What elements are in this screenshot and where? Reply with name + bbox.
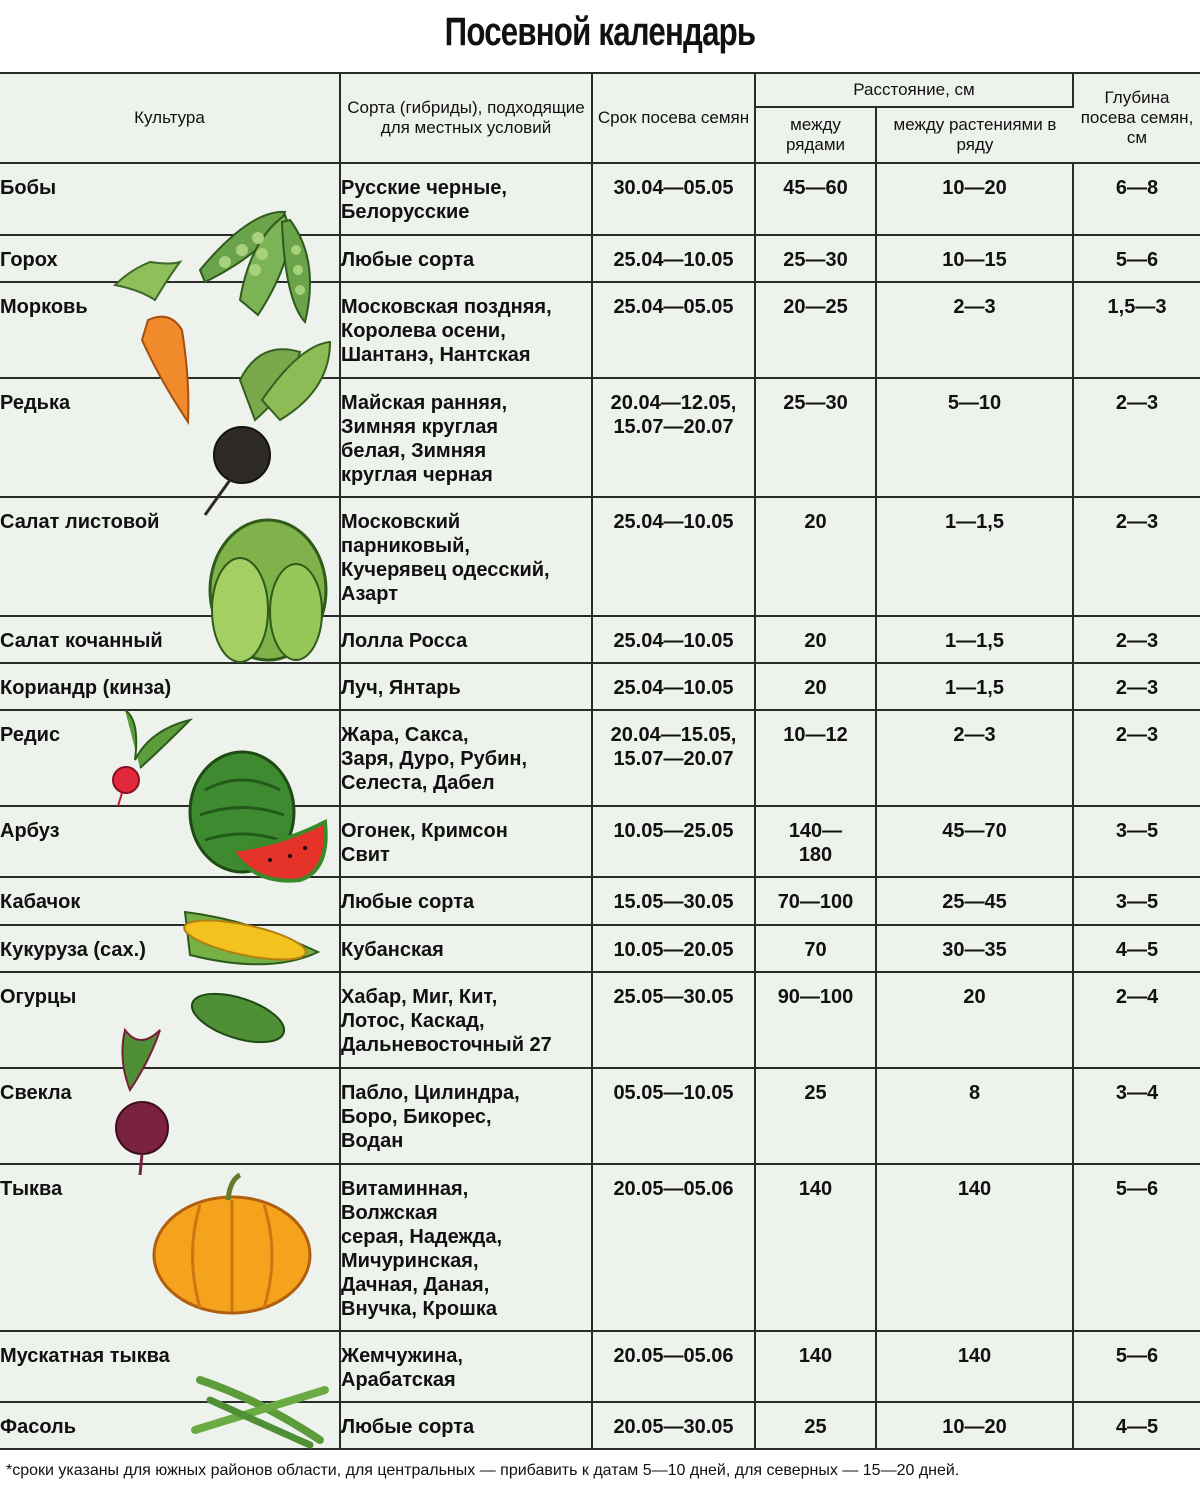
sowing-date-cell-text: 20.05—05.06 (613, 1177, 734, 1200)
sowing-date-cell (592, 1331, 755, 1402)
sowing-date-cell-text: 20.04—15.05, 15.07—20.07 (610, 724, 737, 771)
between-rows-cell-text: 70 (804, 938, 827, 961)
table-row (0, 163, 1200, 235)
between-rows-cell-text: 90—100 (777, 985, 854, 1008)
crop-name: Тыква (0, 1177, 63, 1200)
depth-cell (1073, 1331, 1200, 1402)
varieties-cell (340, 235, 592, 282)
depth-cell-text: 6—8 (1115, 177, 1159, 199)
between-rows-cell (755, 925, 876, 972)
sowing-date-cell-text: 10.05—25.05 (613, 820, 734, 843)
header-depth: Глубина посева семян, см (1073, 73, 1200, 163)
table-row (0, 972, 1200, 1068)
between-rows-cell (755, 1331, 876, 1402)
between-plants-cell-text: 1—1,5 (945, 677, 1004, 700)
depth-cell (1073, 972, 1200, 1068)
header-between-rows: между рядами (755, 107, 876, 163)
varieties-cell-text: Любые сорта (341, 891, 475, 914)
footnote: *сроки указаны для южных районов области, для центральных — прибавить к датам 5—10 дней, для северных — 15—20 дней. (6, 1462, 960, 1479)
between-plants-cell-text: 20 (963, 985, 986, 1008)
between-rows-cell (755, 972, 876, 1068)
between-rows-cell (755, 1402, 876, 1449)
between-rows-cell-text: 20—25 (783, 296, 848, 319)
between-plants-cell (876, 163, 1073, 235)
table-row (0, 806, 1200, 877)
depth-cell (1073, 235, 1200, 282)
varieties-cell (340, 378, 592, 497)
sowing-date-cell (592, 925, 755, 972)
depth-cell (1073, 806, 1200, 877)
varieties-cell (340, 925, 592, 972)
culture-cell (0, 806, 340, 877)
sowing-date-cell-text: 20.05—30.05 (613, 1415, 734, 1438)
depth-cell (1073, 497, 1200, 616)
sowing-date-cell-text: 25.04—05.05 (613, 296, 734, 319)
between-rows-cell (755, 663, 876, 710)
depth-cell (1073, 163, 1200, 235)
sowing-date-cell (592, 972, 755, 1068)
culture-cell (0, 282, 340, 378)
culture-cell (0, 616, 340, 663)
varieties-cell (340, 1068, 592, 1164)
between-plants-cell-text: 25—45 (942, 891, 1007, 914)
table-row (0, 235, 1200, 282)
between-plants-cell-text: 1—1,5 (945, 511, 1004, 534)
sowing-date-cell (592, 378, 755, 497)
between-rows-cell-text: 25 (804, 1081, 827, 1104)
varieties-cell (340, 282, 592, 378)
header-between-plants: между растениями в ряду (876, 107, 1073, 163)
between-plants-cell-text: 8 (968, 1081, 981, 1104)
between-plants-cell (876, 710, 1073, 806)
between-plants-cell (876, 616, 1073, 663)
table-row (0, 1164, 1200, 1331)
varieties-cell (340, 710, 592, 806)
between-plants-cell-text: 140 (957, 1344, 992, 1367)
sowing-date-cell-text: 05.05—10.05 (613, 1081, 734, 1104)
sowing-calendar-table (0, 72, 1200, 1450)
depth-cell (1073, 378, 1200, 497)
between-plants-cell-text: 2—3 (953, 296, 996, 319)
varieties-cell (340, 1331, 592, 1402)
crop-name: Редька (0, 392, 71, 415)
depth-cell-text: 2—4 (1115, 985, 1159, 1008)
between-rows-cell (755, 163, 876, 235)
table-body (0, 163, 1200, 1449)
sowing-date-cell-text: 20.05—05.06 (613, 1344, 734, 1367)
culture-cell (0, 1164, 340, 1331)
culture-cell (0, 925, 340, 972)
between-rows-cell-text: 25 (804, 1415, 827, 1438)
sowing-date-cell-text: 25.04—10.05 (613, 630, 734, 653)
culture-cell (0, 378, 340, 497)
table-row (0, 1402, 1200, 1449)
between-rows-cell (755, 282, 876, 378)
between-rows-cell-text: 25—30 (783, 392, 848, 415)
varieties-cell-text: Лолла Росса (341, 630, 468, 653)
crop-name: Бобы (0, 177, 57, 199)
between-rows-cell (755, 497, 876, 616)
depth-cell-text: 1,5—3 (1107, 296, 1167, 319)
crop-name: Морковь (0, 296, 88, 319)
depth-cell (1073, 1068, 1200, 1164)
table-row (0, 497, 1200, 616)
varieties-cell (340, 163, 592, 235)
varieties-cell-text: Кубанская (341, 938, 444, 961)
depth-cell-text: 5—6 (1115, 249, 1159, 272)
between-plants-cell-text: 1—1,5 (945, 630, 1004, 653)
varieties-cell (340, 497, 592, 616)
depth-cell-text: 2—3 (1115, 630, 1159, 653)
between-rows-cell-text: 70—100 (777, 891, 854, 914)
between-rows-cell-text: 10—12 (783, 724, 848, 747)
varieties-cell (340, 1164, 592, 1331)
crop-name: Фасоль (0, 1415, 77, 1438)
culture-cell (0, 710, 340, 806)
crop-name: Мускатная тыква (0, 1344, 170, 1367)
depth-cell (1073, 616, 1200, 663)
between-plants-cell (876, 282, 1073, 378)
header-sowing-date: Срок посева семян (592, 73, 755, 163)
between-rows-cell-text: 20 (804, 511, 827, 534)
page-title: Посевной календарь (444, 10, 756, 54)
between-plants-cell-text: 2—3 (953, 724, 996, 747)
sowing-date-cell (592, 282, 755, 378)
varieties-cell-text: Жемчужина, Арабатская (341, 1344, 463, 1391)
between-plants-cell (876, 1331, 1073, 1402)
varieties-cell-text: Пабло, Цилиндра, Боро, Бикорес, Водан (341, 1081, 520, 1152)
varieties-cell-text: Хабар, Миг, Кит, Лотос, Каскад, Дальневосточный 27 (341, 985, 552, 1056)
between-rows-cell-text: 140 (798, 1177, 833, 1200)
crop-name: Свекла (0, 1081, 72, 1104)
depth-cell (1073, 710, 1200, 806)
sowing-date-cell (592, 163, 755, 235)
culture-cell (0, 163, 340, 235)
between-plants-cell-text: 45—70 (942, 820, 1007, 843)
depth-cell-text: 5—6 (1115, 1177, 1159, 1200)
crop-name: Огурцы (0, 985, 77, 1008)
between-rows-cell (755, 710, 876, 806)
between-plants-cell (876, 1164, 1073, 1331)
varieties-cell-text: Московская поздняя, Королева осени, Шантанэ, Нантская (341, 296, 552, 367)
sowing-date-cell (592, 1068, 755, 1164)
sowing-date-cell (592, 616, 755, 663)
depth-cell (1073, 1164, 1200, 1331)
culture-cell (0, 972, 340, 1068)
between-plants-cell-text: 10—20 (942, 1415, 1007, 1438)
between-rows-cell-text: 20 (804, 677, 827, 700)
between-plants-cell-text: 5—10 (947, 392, 1002, 415)
between-rows-cell (755, 616, 876, 663)
table-row (0, 1068, 1200, 1164)
depth-cell-text: 5—6 (1115, 1344, 1159, 1367)
depth-cell-text: 3—5 (1115, 891, 1159, 914)
between-rows-cell (755, 235, 876, 282)
sowing-date-cell-text: 10.05—20.05 (613, 938, 734, 961)
header-culture: Культура (0, 73, 340, 163)
varieties-cell (340, 663, 592, 710)
header-distance: Расстояние, см (755, 73, 1073, 107)
table-row (0, 616, 1200, 663)
varieties-cell-text: Майская ранняя, Зимняя круглая белая, Зимняя круглая черная (341, 392, 508, 487)
sowing-date-cell-text: 30.04—05.05 (613, 177, 734, 199)
table-row (0, 925, 1200, 972)
between-rows-cell (755, 877, 876, 924)
table-row (0, 710, 1200, 806)
crop-name: Редис (0, 724, 61, 747)
varieties-cell-text: Любые сорта (341, 249, 475, 272)
depth-cell-text: 4—5 (1115, 1415, 1159, 1438)
crop-name: Салат листовой (0, 511, 160, 534)
sowing-date-cell (592, 710, 755, 806)
between-rows-cell (755, 1068, 876, 1164)
crop-name: Арбуз (0, 820, 60, 843)
depth-cell-text: 2—3 (1115, 511, 1159, 534)
between-rows-cell-text: 20 (804, 630, 827, 653)
crop-name: Кукуруза (сах.) (0, 938, 146, 961)
between-plants-cell (876, 925, 1073, 972)
between-rows-cell (755, 1164, 876, 1331)
between-plants-cell (876, 1068, 1073, 1164)
table-row (0, 282, 1200, 378)
depth-cell-text: 2—3 (1115, 724, 1159, 747)
between-plants-cell (876, 972, 1073, 1068)
crop-name: Кориандр (кинза) (0, 677, 172, 700)
table-row (0, 1331, 1200, 1402)
crop-name: Горох (0, 249, 58, 272)
sowing-date-cell (592, 663, 755, 710)
between-plants-cell (876, 235, 1073, 282)
between-plants-cell-text: 10—15 (942, 249, 1007, 272)
varieties-cell-text: Огонек, Кримсон Свит (341, 820, 508, 867)
sowing-date-cell-text: 15.05—30.05 (613, 891, 734, 914)
varieties-cell (340, 972, 592, 1068)
varieties-cell (340, 1402, 592, 1449)
sowing-date-cell (592, 806, 755, 877)
between-plants-cell (876, 1402, 1073, 1449)
varieties-cell-text: Луч, Янтарь (341, 677, 461, 700)
between-plants-cell (876, 378, 1073, 497)
table-row (0, 378, 1200, 497)
between-plants-cell-text: 140 (957, 1177, 992, 1200)
between-rows-cell-text: 140 (798, 1344, 833, 1367)
between-plants-cell-text: 10—20 (942, 177, 1007, 199)
between-rows-cell (755, 378, 876, 497)
sowing-date-cell (592, 1164, 755, 1331)
sowing-date-cell (592, 497, 755, 616)
between-plants-cell (876, 497, 1073, 616)
between-rows-cell-text: 45—60 (783, 177, 848, 199)
depth-cell-text: 2—3 (1115, 677, 1159, 700)
between-rows-cell-text: 140— 180 (788, 820, 843, 867)
between-rows-cell-text: 25—30 (783, 249, 848, 272)
sowing-date-cell (592, 877, 755, 924)
between-plants-cell (876, 806, 1073, 877)
varieties-cell-text: Витаминная, Волжская серая, Надежда, Мичуринская, Дачная, Даная, Внучка, Крошка (341, 1177, 503, 1320)
crop-name: Кабачок (0, 891, 81, 914)
varieties-cell (340, 616, 592, 663)
culture-cell (0, 1331, 340, 1402)
culture-cell (0, 235, 340, 282)
culture-cell (0, 877, 340, 924)
varieties-cell (340, 806, 592, 877)
varieties-cell-text: Русские черные, Белорусские (341, 177, 507, 223)
header-varieties: Сорта (гибриды), подходящие для местных условий (340, 73, 592, 163)
table-row (0, 663, 1200, 710)
sowing-date-cell-text: 25.04—10.05 (613, 511, 734, 534)
between-plants-cell (876, 877, 1073, 924)
table-row (0, 877, 1200, 924)
depth-cell-text: 3—4 (1115, 1081, 1159, 1104)
depth-cell (1073, 282, 1200, 378)
sowing-date-cell-text: 25.05—30.05 (613, 985, 734, 1008)
depth-cell-text: 2—3 (1115, 392, 1159, 415)
between-plants-cell-text: 30—35 (942, 938, 1007, 961)
culture-cell (0, 497, 340, 616)
depth-cell (1073, 877, 1200, 924)
culture-cell (0, 663, 340, 710)
sowing-date-cell (592, 235, 755, 282)
culture-cell (0, 1402, 340, 1449)
sowing-date-cell-text: 25.04—10.05 (613, 677, 734, 700)
varieties-cell (340, 877, 592, 924)
depth-cell (1073, 925, 1200, 972)
depth-cell (1073, 1402, 1200, 1449)
crop-name: Салат кочанный (0, 630, 163, 653)
between-rows-cell (755, 806, 876, 877)
sowing-date-cell (592, 1402, 755, 1449)
depth-cell (1073, 663, 1200, 710)
sowing-date-cell-text: 25.04—10.05 (613, 249, 734, 272)
sowing-date-cell-text: 20.04—12.05, 15.07—20.07 (610, 392, 737, 439)
depth-cell-text: 3—5 (1115, 820, 1159, 843)
varieties-cell-text: Жара, Сакса, Заря, Дуро, Рубин, Селеста, Дабел (341, 724, 528, 795)
between-plants-cell (876, 663, 1073, 710)
varieties-cell-text: Московский парниковый, Кучерявец одесский, Азарт (341, 511, 550, 606)
culture-cell (0, 1068, 340, 1164)
varieties-cell-text: Любые сорта (341, 1415, 475, 1438)
depth-cell-text: 4—5 (1115, 938, 1159, 961)
